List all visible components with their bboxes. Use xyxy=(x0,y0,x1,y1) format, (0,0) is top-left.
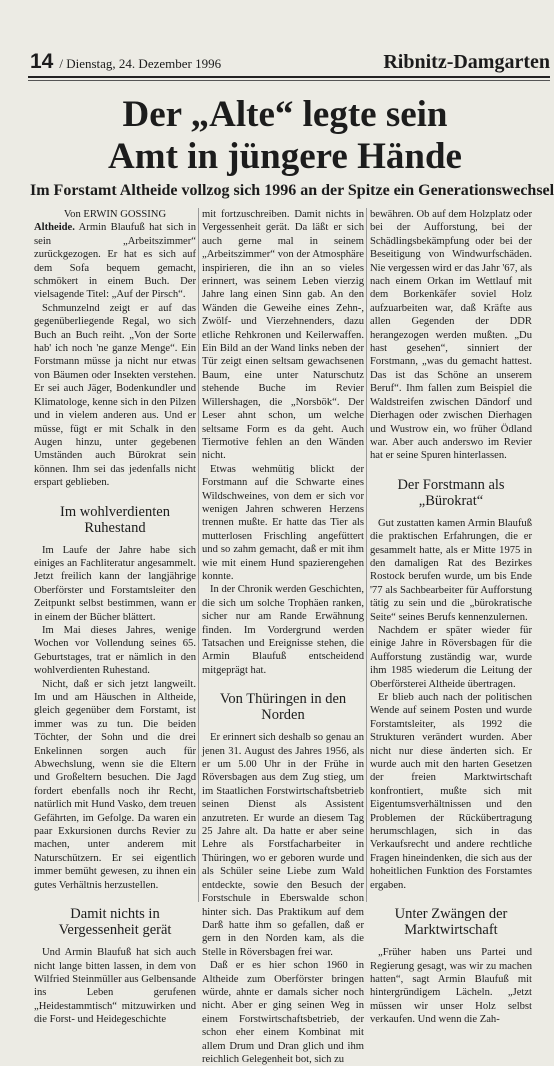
paragraph: In der Chronik werden Geschichten, die sich um solche Trophäen ranken, sicher nur am Rande Erwähnung finden. Im Vordergrund werden Tatsachen und Ereignisse stehen, die Armin Blaufuß entscheidend mitgeprägt hat. xyxy=(202,584,364,676)
paragraph: Daß er es hier schon 1960 in Altheide zum Oberförster bringen würde, ahnte er damals sicher noch nicht. Aber er ging seinen Weg in einem Forstwirtschaftsbetrieb, der schon eher einem Kombinat mit allem Drum und Dran glich und ihm reichlich Gelegenheit bot, sich zu xyxy=(202,960,364,1065)
header-rule-thin xyxy=(28,80,550,81)
article-column-2 xyxy=(202,208,364,1065)
paragraph: Er blieb auch nach der politischen Wende auf seinem Posten und wurde Forstamtsleiter, als 1992 die Strukturen verändert wurden. Aber nicht nur diese änderten sich. Er wurde auch mit den harten Gesetzen der freien Marktwirtschaft konfrontiert, mußte sich mit Eigentumsverhältnissen und den Problemen der Rückübertragung herumschlagen, sich in das Verkaufsrecht und andere rechtliche Fragen hineindenken, die sich aus der hoheitlichen Funktion des Forstamtes ergaben. xyxy=(370,692,532,891)
paragraph: Schmunzelnd zeigt er auf das gegenüberliegende Regal, wo sich Buch an Buch reiht. „Von der Sorte hab' ich noch 'ne ganze Menge“. Ein Forstmann müsse ja nicht nur etwas von Bäumen oder Insekten verstehen. Er sei auch Jäger, Bodenkundler und Klimatologe, kenne sich in den Pilzen und in vielem anderen aus. Und er müsse, fügt er mit Schalk in den Augen hinzu, unter gegebenen Umständen auch Bürokrat sein können. Ihm sei das jedenfalls nicht erspart geblieben. xyxy=(34,302,196,489)
issue-date: / Dienstag, 24. Dezember 1996 xyxy=(59,56,222,71)
headline-line-2: Amt in jüngere Hände xyxy=(108,136,462,177)
paragraph: Er erinnert sich deshalb so genau an jenen 31. August des Jahres 1956, als er um 5.00 Uhr in der Frühe in Röversbagen aus dem Zug stieg, um im Staatlichen Forstwirtschaftsbetrieb seinen Dienst als Assistent anzutreten. Er wurde an diesem Tag 25 Jahre alt. Da hatte er aber seine Lehre als Forstfacharbeiter in Thüringen, wo er geboren wurde und als Schüler seine Liebe zum Wald entdeckte, sowie den Besuch der Forstschule in Eberswalde schon hinter sich. Das Praktikum auf dem Darß hatte ihm so gefallen, daß er gern in den Norden kam, als die Stelle in Röversbagen frei war. xyxy=(202,732,364,958)
section-heading: Unter Zwängen der Marktwirtschaft xyxy=(394,906,508,939)
column-divider xyxy=(198,208,199,902)
lead-text: Armin Blaufuß hat sich in sein „Arbeitszimmer“ zurückgezogen. Er hat es sich auf dem Sofa bequem gemacht, schmökert in einem Buch. Der vielsagende Titel: „Auf der Pirsch“. xyxy=(34,222,196,301)
section-heading: Der Forstmann als „Bürokrat“ xyxy=(397,476,505,509)
paragraph: Etwas wehmütig blickt der Forstmann auf die Schwarte eines Wildschweines, von dem er sich vor wenigen Jahren schweren Herzens trennen mußte. Er hatte das Tier als mutterlosen Frischling angefüttert und so zahm gemacht, daß er mit ihm wie mit einem Hund spazierengehen konnte. xyxy=(202,463,364,582)
paragraph: Nachdem er später wieder für einige Jahre in Röversbagen für die Aufforstung zuständig war, wurde ihm 1985 wiederum die Leitung der Oberförsterei Altheide übertragen. xyxy=(370,624,532,690)
dateline: Altheide. xyxy=(34,222,75,234)
column-divider xyxy=(366,208,367,902)
paragraph: „Früher haben uns Partei und Regierung gesagt, was wir zu machen hatten“, sagt Armin Blaufuß mit hintergründigem Lächeln. „Jetzt müssen wir unser Holz selbst verkaufen. Und wenn die Zah- xyxy=(370,947,532,1026)
paragraph: Und Armin Blaufuß hat sich auch nicht lange bitten lassen, in dem von Wilfried Steinmüller aus Gelbensande ins Leben gerufenen „Heidestammtisch“ mitzuwirken und die Forst- und Heidegeschichte xyxy=(34,947,196,1026)
paragraph: Gut zustatten kamen Armin Blaufuß die praktischen Erfahrungen, die er gesammelt hatte, als er Mitte 1975 in den damaligen Rat des Bezirkes Rostock berufen wurde, um bis Ende '77 als Sachbearbeiter für Aufforstung tätig zu sein und die „bürokratische Seite“ seines Berufs kennenzulernen. xyxy=(370,517,532,623)
paragraph: Im Mai dieses Jahres, wenige Wochen vor Vollendung seines 65. Geburtstages, trat er nämlich in den wohlverdienten Ruhestand. xyxy=(34,624,196,677)
section-heading: Von Thüringen in den Norden xyxy=(219,691,347,724)
header-rule xyxy=(28,76,550,78)
byline: Von ERWIN GOSSING xyxy=(63,209,167,220)
section-heading: Damit nichts in Vergessenheit gerät xyxy=(58,906,172,939)
edition-name: Ribnitz-Damgarten xyxy=(383,51,550,73)
lead-paragraph xyxy=(34,221,196,301)
article-column-1 xyxy=(34,208,196,1026)
section-heading: Im wohlverdienten Ruhestand xyxy=(60,503,170,536)
article-subheadline: Im Forstamt Altheide vollzog sich 1996 an der Spitze ein Generationswechsel xyxy=(30,182,554,199)
paragraph: mit fortzuschreiben. Damit nichts in Vergessenheit gerät. Da läßt er sich auch gerne mal in seinem „Arbeitszimmer“ von der Atmosphäre inspirieren, die ihn an so vieles erinnert, was seinem Leben vierzig Jahre lang einen Sinn gab. An den Wänden die Geweihe eines Zehn-, Zwölf- und Vierzehnenders, dazu etliche Rehkronen und Keilerwaffen. Ein Bild an der Wand links neben der Tür zeigt einen seltsam gewachsenen Baum, eine unter Naturschutz stehende Buche im Revier Willershagen, die „Norsbök“. Der Leser ahnt schon, um welche seltsame Form es da geht. Auch Tiermotive fehlen an den Wänden nicht. xyxy=(202,209,364,462)
paragraph: Nicht, daß er sich jetzt langweilt. Im und am Häuschen in Altheide, gleich gegenüber dem Forstamt, ist immer was zu tun. Die beiden Töchter, der Sohn und die drei Enkelinnen sorgen auch für Abwechslung, wenn sie die Eltern und Großeltern besuchen. Die Jagd fordert ebenfalls noch ihr Recht, natürlich mit Hund Vasko, dem treuen Gefährten, im Gefolge. Da waren ein paar Exkursionen durchs Revier zu machen, unter anderem mit Naturschützern. Er sei eigentlich immer bemüht gewesen, zu ihnen ein gutes Verhältnis herzustellen. xyxy=(34,678,196,891)
paragraph: bewähren. Ob auf dem Holzplatz oder bei der Aufforstung, bei der Schädlingsbekämpfung oder bei der Beseitigung von Windwurfschäden. Nie vergessen wird er das Jahr '67, als nach einem Orkan im Wettlauf mit dem Borkenkäfer soviel Holz aufzuarbeiten war, daß Kräfte aus allen Gegenden der DDR herangezogen werden mußten. „Du hast gesehen“, sinniert der Forstmann, „was du gemacht hattest. Das ist das Schöne an unserem Beruf“. Ihm fallen zum Beispiel die Waldstreifen zwischen Dändorf und Dierhagen oder zwischen Dierhagen und Wustrow ein, wo früher Ödland war. Aber auch anderswo im Revier hat er seine Spuren hinterlassen. xyxy=(370,209,532,462)
headline-line-1: Der „Alte“ legte sein xyxy=(122,94,448,135)
article-column-3 xyxy=(370,208,532,1026)
article-headline xyxy=(30,94,540,178)
paragraph: Im Laufe der Jahre habe sich einiges an Fachliteratur angesammelt. Jetzt freilich kann der langjährige Oberförster und Forstamtsleiter den Zeitpunkt selbst bestimmen, wann er in einem der Bücher blättert. xyxy=(34,544,196,623)
page-number: 14 xyxy=(30,50,54,73)
page-header xyxy=(30,50,550,74)
